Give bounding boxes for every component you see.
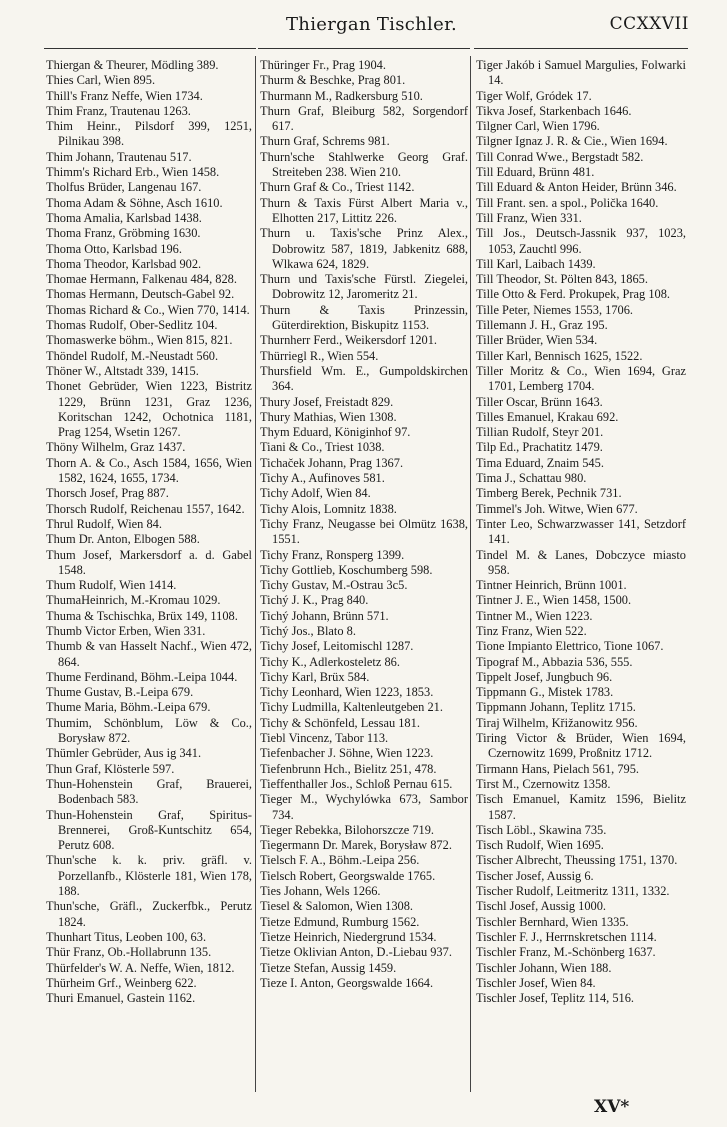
directory-entry: Tietze Edmund, Rumburg 1562. (260, 914, 420, 929)
directory-entry: Tillian Rudolf, Steyr 201. (476, 425, 604, 440)
directory-entry: Tillemann J. H., Graz 195. (476, 318, 608, 333)
directory-entry: Thill's Franz Neffe, Wien 1734. (46, 88, 203, 103)
directory-entry: Thurn & Taxis Prinzessin, Güterdirektion, Biskupitz 1153. (260, 302, 468, 333)
directory-entry: Thür Franz, Ob.-Hollabrunn 135. (46, 945, 212, 960)
directory-entry: Thurn Graf & Co., Triest 1142. (260, 180, 415, 195)
page-header (0, 14, 727, 40)
directory-entry: Tietze Heinrich, Niedergrund 1534. (260, 929, 437, 944)
directory-entry: Thoma Theodor, Karlsbad 902. (46, 256, 202, 271)
directory-entry: Till Jos., Deutsch-Jassnik 937, 1023, 1053, Zauchtl 996. (476, 226, 686, 256)
signature-mark: XV* (594, 1097, 630, 1117)
directory-entry: Thurn u. Taxis'sche Prinz Alex., Dobrowitz 587, 1819, Jabkenitz 688, Wlkawa 624, 1829. (260, 226, 468, 271)
directory-entry: Tielsch Robert, Georgswalde 1765. (260, 868, 436, 883)
directory-entry: Tiefenbrunn Hch., Bielitz 251, 478. (260, 761, 437, 776)
directory-entry: Tione Impianto Elettrico, Tione 1067. (476, 639, 664, 654)
directory-entry: Tieze I. Anton, Georgswalde 1664. (260, 975, 434, 990)
directory-entry: Till Eduard & Anton Heider, Brünn 346. (476, 180, 677, 195)
directory-entry: Tichaček Johann, Prag 1367. (260, 455, 404, 470)
running-head: Thiergan Tischler. (286, 14, 458, 35)
directory-entry: Tielsch F. A., Böhm.-Leipa 256. (260, 853, 420, 868)
directory-entry: Tichy Franz, Neugasse bei Olmütz 1638, 1551. (260, 516, 468, 547)
directory-entry: Tichy Leonhard, Wien 1223, 1853. (260, 685, 434, 700)
page-number: CCXXVII (609, 14, 689, 34)
directory-entry: Tichy Ludmilla, Kaltenleutgeben 21. (260, 700, 443, 715)
directory-entry: Thöny Wilhelm, Graz 1437. (46, 440, 186, 455)
directory-entry: Tinz Franz, Wien 522. (476, 623, 587, 638)
directory-entry: Tichy Gustav, M.-Ostrau 3c5. (260, 578, 408, 593)
directory-entry: Tiller Oscar, Brünn 1643. (476, 394, 603, 409)
directory-entry: Tischer Rudolf, Leitmeritz 1311, 1332. (476, 884, 670, 899)
directory-entry: Tichy K., Adlerkosteletz 86. (260, 654, 400, 669)
directory-entry: Thum Dr. Anton, Elbogen 588. (46, 532, 200, 547)
header-rule-middle (258, 48, 470, 49)
directory-entry: Thoma Adam & Söhne, Asch 1610. (46, 195, 223, 210)
directory-entry: Thim Franz, Trautenau 1263. (46, 103, 191, 118)
directory-entry: Tiefenbacher J. Söhne, Wien 1223. (260, 746, 434, 761)
directory-entry: Tischer Josef, Aussig 6. (476, 868, 594, 883)
directory-entry: Till Eduard, Brünn 481. (476, 165, 595, 180)
directory-entry: Thursfield Wm. E., Gumpoldskirchen 364. (260, 363, 468, 394)
directory-entry: Tindel M. & Lanes, Dobczyce miasto 958. (476, 547, 686, 577)
directory-entry: Thurn Graf, Schrems 981. (260, 134, 390, 149)
directory-entry: Tisch Löbl., Skawina 735. (476, 822, 607, 837)
directory-entry: Tiring Victor & Brüder, Wien 1694, Czernowitz 1699, Proßnitz 1712. (476, 731, 686, 761)
directory-entry: Thim Johann, Trautenau 517. (46, 149, 192, 164)
directory-entry: Tilgner Carl, Wien 1796. (476, 119, 600, 134)
directory-entry: Tippelt Josef, Jungbuch 96. (476, 669, 613, 684)
directory-entry: Thoma Amalia, Karlsbad 1438. (46, 210, 202, 225)
directory-entry: Thomaswerke böhm., Wien 815, 821. (46, 333, 233, 348)
directory-entry: Thurnherr Ferd., Weikersdorf 1201. (260, 333, 438, 348)
directory-entry: Tintner Heinrich, Brünn 1001. (476, 578, 627, 593)
directory-entry: Thüringer Fr., Prag 1904. (260, 58, 386, 72)
directory-entry: Tippmann G., Mistek 1783. (476, 685, 614, 700)
directory-entry: Thury Josef, Freistadt 829. (260, 394, 394, 409)
directory-entry: Thöner W., Altstadt 339, 1415. (46, 363, 199, 378)
directory-entry: Tichy A., Aufinoves 581. (260, 471, 385, 486)
directory-entry: Tima J., Schattau 980. (476, 471, 587, 486)
directory-entry: Tiraj Wilhelm, Křižanowitz 956. (476, 715, 638, 730)
directory-entry: Thurm & Beschke, Prag 801. (260, 73, 406, 88)
directory-entry: Tischler Josef, Wien 84. (476, 975, 596, 990)
directory-entry: Thorn A. & Co., Asch 1584, 1656, Wien 1582, 1624, 1655, 1734. (46, 455, 252, 486)
directory-entry: Till Conrad Wwe., Bergstadt 582. (476, 149, 644, 164)
directory-entry: Tichy Gottlieb, Koschumberg 598. (260, 562, 433, 577)
directory-entry: Tiebl Vincenz, Tabor 113. (260, 731, 389, 746)
directory-entry: Tisch Rudolf, Wien 1695. (476, 838, 604, 853)
directory-entry: Tietze Stefan, Aussig 1459. (260, 960, 397, 975)
directory-entry: Thümler Gebrüder, Aus ig 341. (46, 746, 202, 761)
directory-entry: Tirmann Hans, Pielach 561, 795. (476, 761, 640, 776)
directory-entry: Tippmann Johann, Teplitz 1715. (476, 700, 636, 715)
directory-entry: Tieger M., Wychylówka 673, Sambor 734. (260, 792, 468, 822)
directory-entry: Tilles Emanuel, Krakau 692. (476, 409, 619, 424)
directory-entry: Thurn'sche Stahlwerke Georg Graf. Streiteben 238. Wien 210. (260, 149, 468, 180)
directory-entry: Timberg Berek, Pechnik 731. (476, 486, 622, 501)
directory-entry: Thun-Hohenstein Graf, Spiritus-Brennerei, Groß-Kuntschitz 654, Perutz 608. (46, 807, 252, 853)
directory-entry: Tiesel & Salomon, Wien 1308. (260, 899, 414, 914)
directory-entry: Thrul Rudolf, Wien 84. (46, 516, 162, 531)
directory-entry: Tipograf M., Abbazia 536, 555. (476, 654, 633, 669)
directory-entry: Thurmann M., Radkersburg 510. (260, 88, 423, 103)
directory-entry: Thurn & Taxis Fürst Albert Maria v., Elhotten 217, Littitz 226. (260, 195, 468, 225)
directory-entry: Tiegermann Dr. Marek, Borysław 872. (260, 838, 452, 853)
directory-entry: Thumb Victor Erben, Wien 331. (46, 623, 206, 638)
directory-entry: Thurn und Taxis'sche Fürstl. Ziegelei, Dobrowitz 12, Jaromeritz 21. (260, 272, 468, 302)
directory-entry: Tiger Jakób i Samuel Margulies, Folwarki 14. (476, 58, 686, 88)
directory-entry: Thuri Emanuel, Gastein 1162. (46, 991, 196, 1006)
directory-entry: Thurn Graf, Bleiburg 582, Sorgendorf 617. (260, 103, 468, 134)
directory-entry: Till Franz, Wien 331. (476, 210, 582, 225)
directory-entry: Thumb & van Hasselt Nachf., Wien 472, 864. (46, 639, 252, 669)
directory-entry: Thuma & Tschischka, Brüx 149, 1108. (46, 608, 238, 623)
directory-entry: Thun Graf, Klösterle 597. (46, 761, 175, 776)
column-1 (46, 58, 252, 1006)
directory-entry: Tikva Josef, Starkenbach 1646. (476, 103, 632, 118)
directory-entry: Thomas Hermann, Deutsch-Gabel 92. (46, 287, 235, 302)
header-rule-right (474, 48, 688, 49)
directory-entry: Tischler Bernhard, Wien 1335. (476, 914, 629, 929)
directory-entry: Tischler Josef, Teplitz 114, 516. (476, 991, 635, 1006)
directory-entry: Thume Maria, Böhm.-Leipa 679. (46, 700, 211, 715)
directory-entry: Ties Johann, Wels 1266. (260, 884, 381, 899)
directory-entry: Tirst M., Czernowitz 1358. (476, 776, 611, 791)
directory-entry: Tichy Adolf, Wien 84. (260, 486, 371, 501)
column-divider-2 (470, 56, 471, 1092)
directory-entry: Thunhart Titus, Leoben 100, 63. (46, 929, 207, 944)
directory-entry: Tischler Franz, M.-Schönberg 1637. (476, 945, 656, 960)
directory-entry: Tichy & Schönfeld, Lessau 181. (260, 715, 420, 730)
directory-entry: Thoma Otto, Karlsbad 196. (46, 241, 182, 256)
directory-entry: Tilp Ed., Prachatitz 1479. (476, 440, 603, 455)
directory-entry: Thumim, Schönblum, Löw & Co., Borysław 872. (46, 715, 252, 746)
directory-entry: Tiller Karl, Bennisch 1625, 1522. (476, 348, 643, 363)
directory-entry: Till Theodor, St. Pölten 843, 1865. (476, 272, 648, 287)
directory-entry: Tiger Wolf, Gródek 17. (476, 88, 592, 103)
directory-entry: Thorsch Josef, Prag 887. (46, 486, 169, 501)
directory-entry: Tiller Moritz & Co., Wien 1694, Graz 1701, Lemberg 1704. (476, 363, 686, 394)
column-3 (476, 58, 686, 1006)
header-rule-left (44, 48, 256, 49)
directory-entry: Tholfus Brüder, Langenau 167. (46, 180, 202, 195)
directory-entry: Thume Gustav, B.-Leipa 679. (46, 685, 194, 700)
column-2 (260, 58, 468, 991)
directory-entry: Till Frant. sen. a spol., Polička 1640. (476, 195, 659, 210)
directory-entry: Tille Otto & Ferd. Prokupek, Prag 108. (476, 287, 671, 302)
directory-entry: Tichy Franz, Ronsperg 1399. (260, 547, 405, 562)
directory-entry: ThumaHeinrich, M.-Kromau 1029. (46, 593, 221, 608)
directory-entry: Thöndel Rudolf, M.-Neustadt 560. (46, 348, 219, 363)
directory-entry: Thomas Richard & Co., Wien 770, 1414. (46, 302, 250, 317)
directory-entry: Tietze Oklivian Anton, D.-Liebau 937. (260, 945, 452, 960)
directory-entry: Thun-Hohenstein Graf, Brauerei, Bodenbach 583. (46, 776, 252, 807)
directory-entry: Tintner M., Wien 1223. (476, 608, 593, 623)
directory-entry: Timmel's Joh. Witwe, Wien 677. (476, 501, 638, 516)
directory-entry: Tichy Karl, Brüx 584. (260, 669, 370, 684)
directory-entry: Tischler Johann, Wien 188. (476, 960, 612, 975)
directory-entry: Thürfelder's W. A. Neffe, Wien, 1812. (46, 960, 235, 975)
directory-entry: Thum Rudolf, Wien 1414. (46, 578, 177, 593)
directory-entry: Thonet Gebrüder, Wien 1223, Bistritz 1229, Brünn 1231, Graz 1236, Koritschan 1242, Ochotnica 1181, Prag 1254, Wsetin 1267. (46, 379, 252, 440)
directory-entry: Tischler F. J., Herrnskretschen 1114. (476, 929, 657, 944)
directory-entry: Thun'sche k. k. priv. gräfl. v. Porzellanfb., Klösterle 181, Wien 178, 188. (46, 853, 252, 899)
directory-entry: Tisch Emanuel, Kamitz 1596, Bielitz 1587. (476, 792, 686, 822)
directory-entry: Tischer Albrecht, Theussing 1751, 1370. (476, 853, 678, 868)
column-divider-1 (255, 56, 256, 1092)
directory-entry: Thiergan & Theurer, Mödling 389. (46, 58, 219, 72)
directory-entry: Thym Eduard, Königinhof 97. (260, 425, 411, 440)
directory-entry: Tilgner Ignaz J. R. & Cie., Wien 1694. (476, 134, 668, 149)
directory-entry: Thoma Franz, Gröbming 1630. (46, 226, 201, 241)
directory-entry: Thorsch Rudolf, Reichenau 1557, 1642. (46, 501, 245, 516)
directory-entry: Thürriegl R., Wien 554. (260, 348, 379, 363)
directory-entry: Thury Mathias, Wien 1308. (260, 409, 397, 424)
directory-entry: Thim Heinr., Pilsdorf 399, 1251, Pilnikau 398. (46, 119, 252, 149)
directory-entry: Tieger Rebekka, Bilohorszcze 719. (260, 822, 435, 837)
directory-entry: Tintner J. E., Wien 1458, 1500. (476, 593, 632, 608)
directory-entry: Thies Carl, Wien 895. (46, 73, 156, 88)
directory-entry: Tichý Johann, Brünn 571. (260, 608, 389, 623)
directory-entry: Thomae Hermann, Falkenau 484, 828. (46, 272, 237, 287)
directory-entry: Tille Peter, Niemes 1553, 1706. (476, 302, 634, 317)
directory-entry: Tichý J. K., Prag 840. (260, 593, 369, 608)
directory-entry: Tieffenthaller Jos., Schloß Pernau 615. (260, 776, 453, 791)
directory-entry: Tinter Leo, Schwarzwasser 141, Setzdorf 141. (476, 516, 686, 547)
directory-entry: Tichý Jos., Blato 8. (260, 623, 356, 638)
directory-entry: Tichy Alois, Lomnitz 1838. (260, 501, 397, 516)
directory-entry: Tiani & Co., Triest 1038. (260, 440, 385, 455)
directory-entry: Tima Eduard, Znaim 545. (476, 455, 604, 470)
directory-entry: Thimm's Richard Erb., Wien 1458. (46, 165, 220, 180)
directory-entry: Thürheim Grf., Weinberg 622. (46, 975, 197, 990)
directory-entry: Till Karl, Laibach 1439. (476, 256, 596, 271)
directory-entry: Thume Ferdinand, Böhm.-Leipa 1044. (46, 669, 238, 684)
directory-entry: Thum Josef, Markersdorf a. d. Gabel 1548. (46, 547, 252, 577)
directory-entry: Tischl Josef, Aussig 1000. (476, 899, 607, 914)
directory-entry: Thun'sche, Gräfl., Zuckerfbk., Perutz 1824. (46, 899, 252, 929)
directory-entry: Thomas Rudolf, Ober-Sedlitz 104. (46, 318, 218, 333)
directory-entry: Tichy Josef, Leitomischl 1287. (260, 639, 414, 654)
directory-entry: Tiller Brüder, Wien 534. (476, 333, 598, 348)
